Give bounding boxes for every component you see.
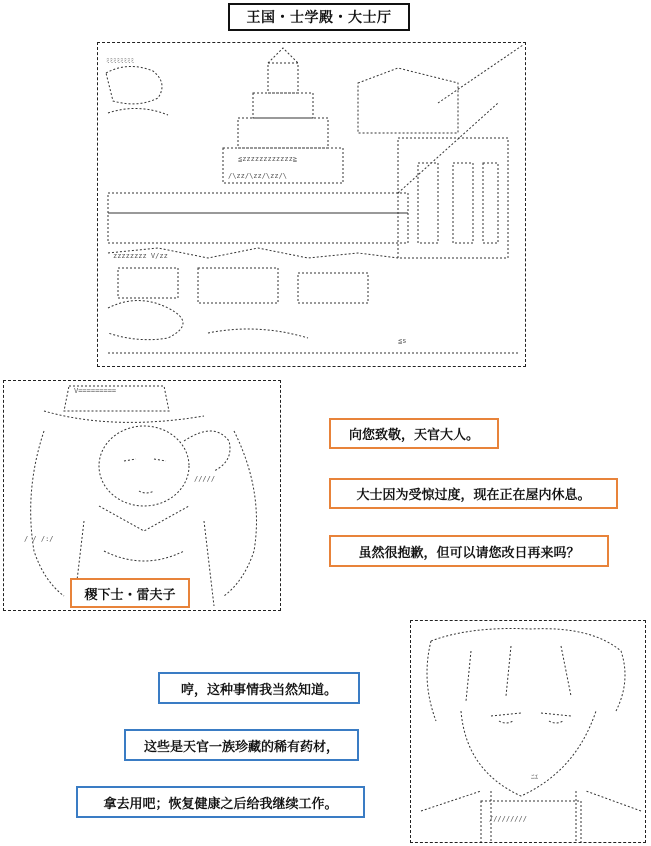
svg-text:≦zzzzzzzzzzzz≧: ≦zzzzzzzzzzzz≧ [238, 155, 298, 163]
listener-line-3: 拿去用吧；恢复健康之后给我继续工作。 [76, 786, 365, 818]
svg-text:/\zz/\zz/\zz/\: /\zz/\zz/\zz/\ [228, 172, 288, 180]
listener-portrait-panel [410, 620, 646, 843]
speaker-line-2: 大士因为受惊过度，现在正在屋内休息。 [329, 478, 618, 509]
svg-text://///: ///// [194, 475, 216, 483]
speaker-name-tag: 稷下士・雷夫子 [70, 578, 190, 608]
svg-text:≦s: ≦s [398, 337, 407, 345]
speaker-line-1: 向您致敬，天官大人。 [329, 418, 499, 449]
location-title: 王国・士学殿・大士厅 [228, 3, 410, 31]
young-man-illustration [411, 621, 646, 843]
castle-illustration [98, 43, 526, 367]
speaker-line-3: 虽然很抱歉，但可以请您改日再来吗？ [329, 535, 609, 567]
svg-text:zzzzzzzz V/zz: zzzzzzzz V/zz [113, 252, 168, 260]
svg-text:V=========: V========= [74, 387, 117, 395]
svg-text:ﾆｴ: ﾆｴ [531, 773, 538, 781]
speaker-portrait-panel [3, 380, 281, 611]
listener-line-1: 哼，这种事情我当然知道。 [158, 672, 360, 704]
svg-text://///////: ///////// [489, 815, 527, 823]
noble-lady-illustration [4, 381, 281, 611]
listener-line-2: 这些是天官一族珍藏的稀有药材， [124, 729, 359, 761]
svg-text:ﾐﾐﾐﾐﾐﾐﾐﾐ: ﾐﾐﾐﾐﾐﾐﾐﾐ [106, 57, 134, 65]
castle-scene-panel [97, 42, 526, 367]
svg-text:/ / /:/: / / /:/ [24, 535, 54, 543]
